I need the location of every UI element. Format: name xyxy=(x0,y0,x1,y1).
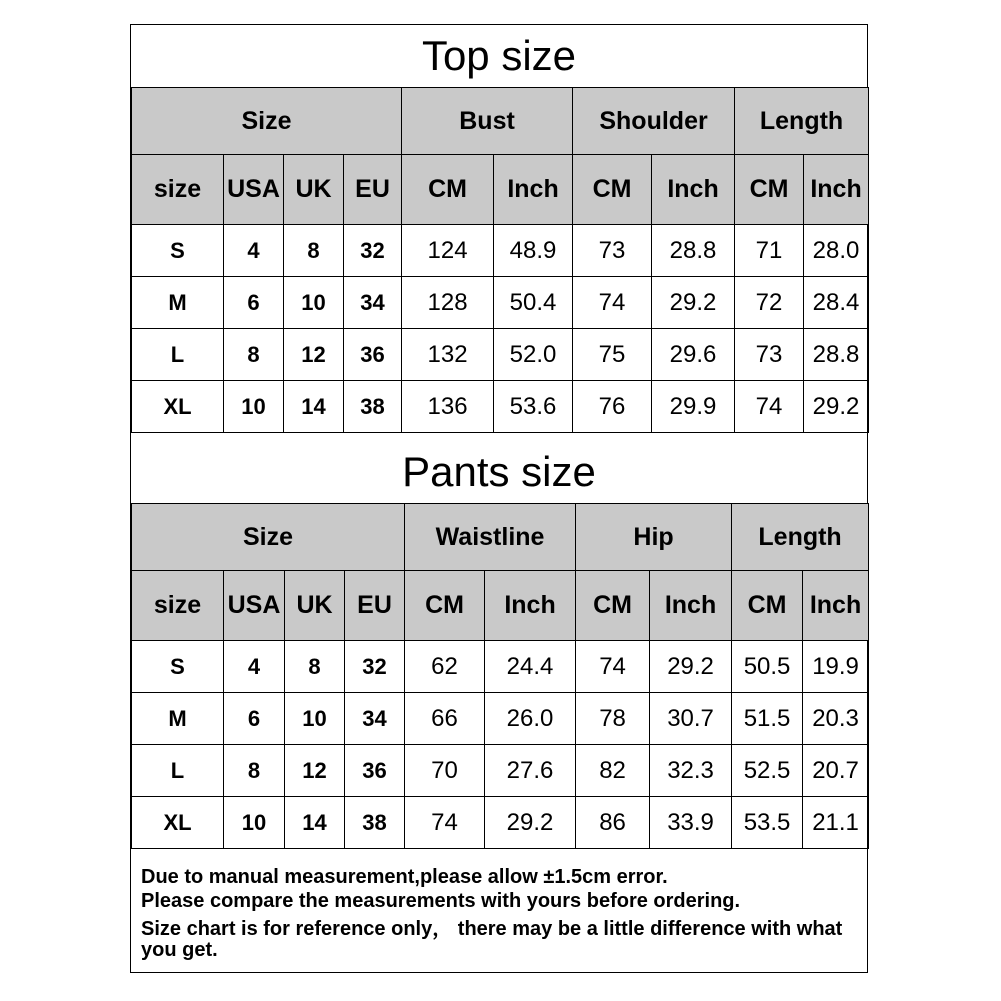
table-cell: 14 xyxy=(284,381,344,433)
table-cell: 8 xyxy=(284,225,344,277)
table-cell: 53.5 xyxy=(732,797,803,849)
table-cell: L xyxy=(132,745,224,797)
table-row xyxy=(132,693,869,745)
table-cell: 52.5 xyxy=(732,745,803,797)
table-cell: 78 xyxy=(576,693,650,745)
column-header: CM xyxy=(405,571,485,641)
note-line: Size chart is for reference only， there may be a little difference with what you get. xyxy=(141,918,843,961)
table-cell: 8 xyxy=(285,641,345,693)
table-column-header xyxy=(132,571,869,641)
table-cell: 128 xyxy=(402,277,494,329)
top-size-title: Top size xyxy=(421,32,577,79)
table-cell: M xyxy=(132,693,224,745)
table-row xyxy=(132,329,869,381)
table-cell: 74 xyxy=(405,797,485,849)
table-cell: 24.4 xyxy=(485,641,576,693)
table-cell: 70 xyxy=(405,745,485,797)
column-header: CM xyxy=(732,571,803,641)
size-chart xyxy=(130,24,868,973)
column-header: CM xyxy=(402,155,494,225)
column-header: Inch xyxy=(803,571,869,641)
table-cell: XL xyxy=(132,797,224,849)
table-cell: 75 xyxy=(573,329,652,381)
table-cell: 10 xyxy=(284,277,344,329)
table-cell: 86 xyxy=(576,797,650,849)
table-cell: 136 xyxy=(402,381,494,433)
table-cell: 30.7 xyxy=(650,693,732,745)
table-cell: 66 xyxy=(405,693,485,745)
table-cell: XL xyxy=(132,381,224,433)
column-header: USA xyxy=(224,155,284,225)
table-cell: 132 xyxy=(402,329,494,381)
group-header: Hip xyxy=(576,504,732,571)
table-cell: 73 xyxy=(735,329,804,381)
column-header: Inch xyxy=(804,155,869,225)
table-cell: 21.1 xyxy=(803,797,869,849)
table-cell: 124 xyxy=(402,225,494,277)
table-cell: 51.5 xyxy=(732,693,803,745)
column-header: size xyxy=(132,571,224,641)
group-header: Waistline xyxy=(405,504,576,571)
table-cell: 38 xyxy=(345,797,405,849)
pants-size-table xyxy=(131,503,869,849)
column-header: UK xyxy=(284,155,344,225)
table-cell: 74 xyxy=(573,277,652,329)
table-cell: 29.9 xyxy=(652,381,735,433)
column-header: Inch xyxy=(650,571,732,641)
column-header: CM xyxy=(576,571,650,641)
table-cell: 6 xyxy=(224,693,285,745)
table-cell: 34 xyxy=(345,693,405,745)
table-cell: 19.9 xyxy=(803,641,869,693)
table-cell: M xyxy=(132,277,224,329)
table-cell: 28.8 xyxy=(804,329,869,381)
table-cell: 74 xyxy=(576,641,650,693)
column-header: EU xyxy=(345,571,405,641)
table-row xyxy=(132,745,869,797)
table-cell: 10 xyxy=(285,693,345,745)
measurement-note xyxy=(131,857,867,973)
table-cell: 28.0 xyxy=(804,225,869,277)
pants-size-title: Pants size xyxy=(402,448,596,495)
table-cell: 28.8 xyxy=(652,225,735,277)
table-cell: 20.7 xyxy=(803,745,869,797)
group-header: Size xyxy=(132,504,405,571)
table-cell: 28.4 xyxy=(804,277,869,329)
table-cell: 8 xyxy=(224,329,284,381)
table-column-header xyxy=(132,155,869,225)
table-group-header xyxy=(132,504,869,571)
table-cell: 36 xyxy=(345,745,405,797)
table-cell: 50.5 xyxy=(732,641,803,693)
note-line: Please compare the measurements with yours before ordering. xyxy=(141,890,741,912)
table-cell: 14 xyxy=(285,797,345,849)
group-header: Length xyxy=(732,504,869,571)
table-cell: S xyxy=(132,641,224,693)
table-cell: 8 xyxy=(224,745,285,797)
column-header: EU xyxy=(344,155,402,225)
table-cell: 74 xyxy=(735,381,804,433)
table-cell: 27.6 xyxy=(485,745,576,797)
table-cell: 6 xyxy=(224,277,284,329)
group-header: Size xyxy=(132,88,402,155)
table-cell: 32 xyxy=(344,225,402,277)
column-header: Inch xyxy=(652,155,735,225)
table-cell: 29.2 xyxy=(804,381,869,433)
table-cell: 10 xyxy=(224,797,285,849)
table-cell: 4 xyxy=(224,641,285,693)
column-header: UK xyxy=(285,571,345,641)
table-cell: 29.2 xyxy=(652,277,735,329)
table-cell: 72 xyxy=(735,277,804,329)
group-header: Length xyxy=(735,88,869,155)
table-cell: 32 xyxy=(345,641,405,693)
table-cell: 36 xyxy=(344,329,402,381)
top-size-table xyxy=(131,87,869,433)
table-group-header xyxy=(132,88,869,155)
table-cell: 38 xyxy=(344,381,402,433)
table-cell: 33.9 xyxy=(650,797,732,849)
table-cell: 26.0 xyxy=(485,693,576,745)
table-cell: 34 xyxy=(344,277,402,329)
table-cell: 82 xyxy=(576,745,650,797)
table-cell: 12 xyxy=(285,745,345,797)
table-row xyxy=(132,797,869,849)
table-row xyxy=(132,225,869,277)
table-cell: L xyxy=(132,329,224,381)
table-cell: 20.3 xyxy=(803,693,869,745)
table-cell: 29.6 xyxy=(652,329,735,381)
table-cell: 53.6 xyxy=(494,381,573,433)
table-row xyxy=(132,381,869,433)
table-cell: 10 xyxy=(224,381,284,433)
table-cell: 32.3 xyxy=(650,745,732,797)
column-header: CM xyxy=(735,155,804,225)
table-cell: 48.9 xyxy=(494,225,573,277)
table-row xyxy=(132,277,869,329)
table-cell: 52.0 xyxy=(494,329,573,381)
table-cell: 12 xyxy=(284,329,344,381)
table-cell: 71 xyxy=(735,225,804,277)
table-cell: 73 xyxy=(573,225,652,277)
group-header: Bust xyxy=(402,88,573,155)
table-row xyxy=(132,641,869,693)
table-cell: 76 xyxy=(573,381,652,433)
table-cell: 29.2 xyxy=(650,641,732,693)
column-header: Inch xyxy=(494,155,573,225)
table-cell: S xyxy=(132,225,224,277)
group-header: Shoulder xyxy=(573,88,735,155)
column-header: size xyxy=(132,155,224,225)
column-header: CM xyxy=(573,155,652,225)
table-cell: 4 xyxy=(224,225,284,277)
table-cell: 29.2 xyxy=(485,797,576,849)
column-header: USA xyxy=(224,571,285,641)
table-cell: 50.4 xyxy=(494,277,573,329)
column-header: Inch xyxy=(485,571,576,641)
table-cell: 62 xyxy=(405,641,485,693)
note-line: Due to manual measurement,please allow ±1.5cm error. xyxy=(141,866,668,888)
